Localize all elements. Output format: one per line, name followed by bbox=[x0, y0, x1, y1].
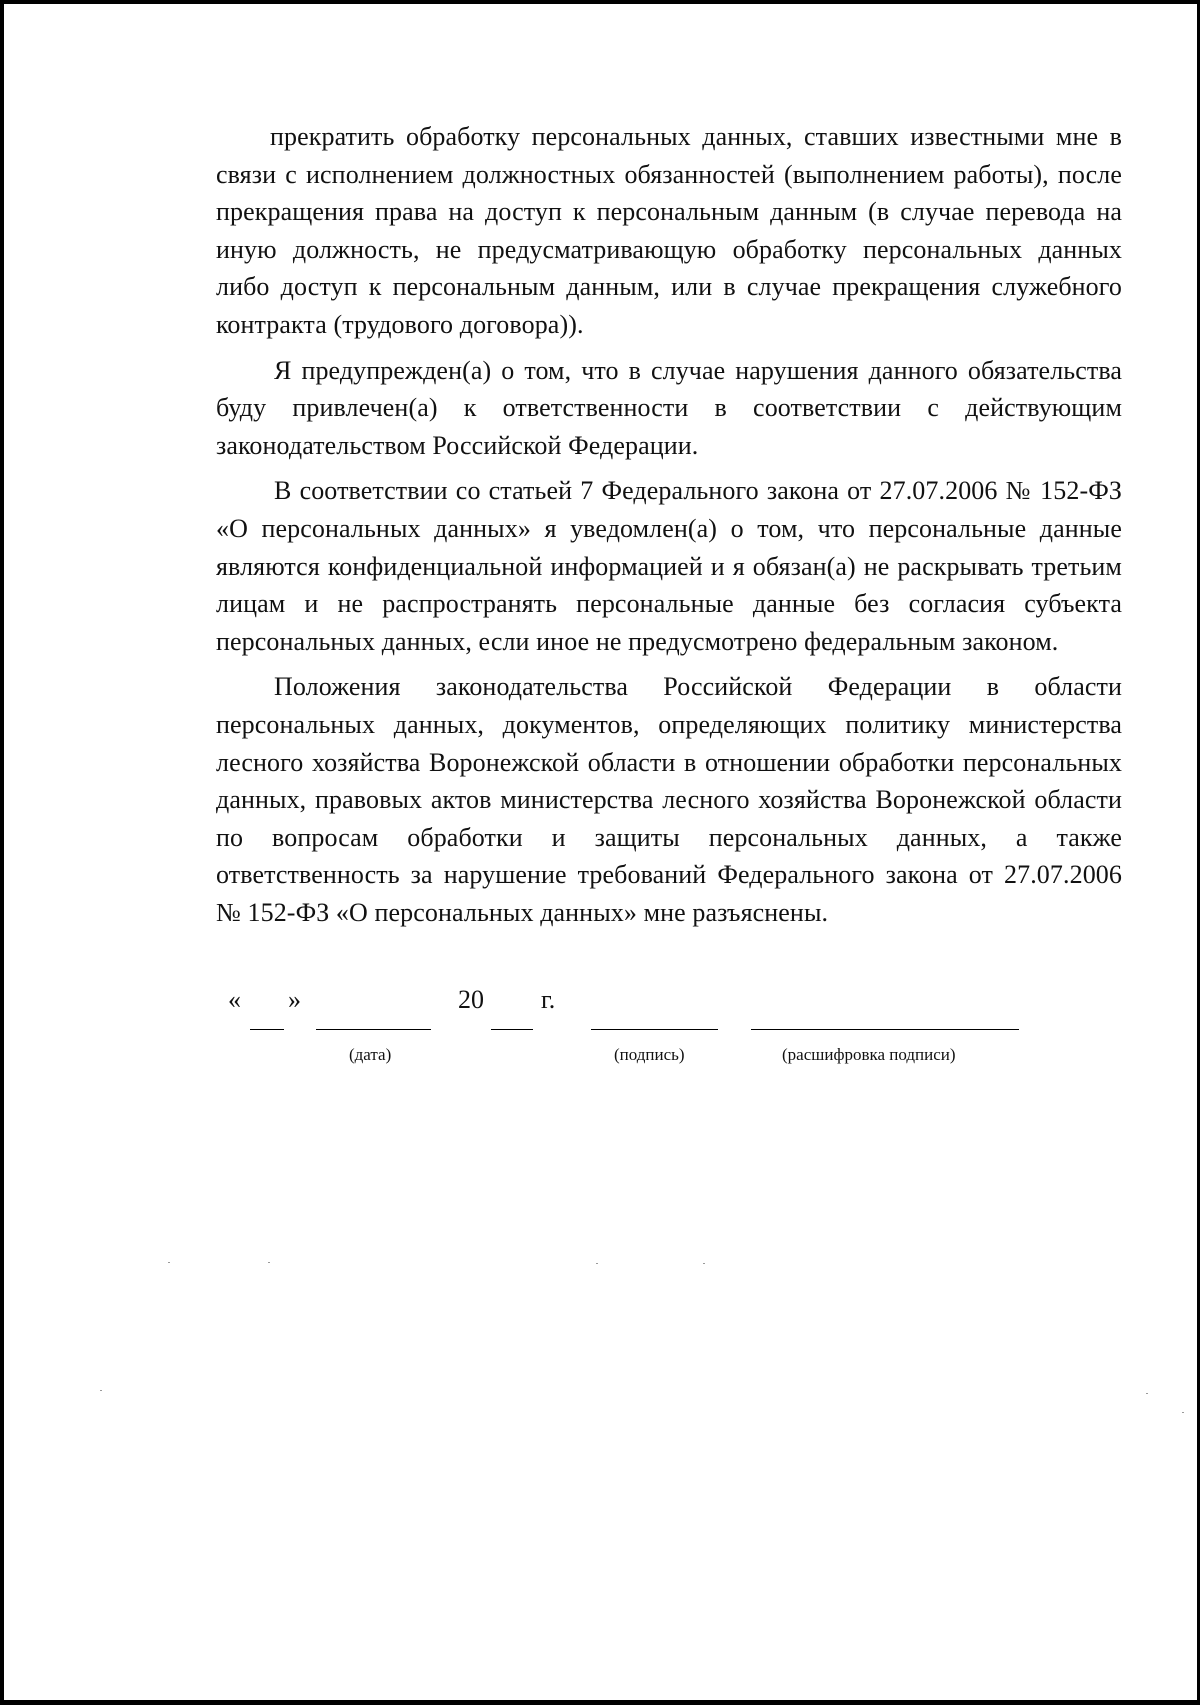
date-quote-close: » bbox=[288, 985, 301, 1014]
scan-speck bbox=[1146, 1393, 1148, 1394]
year-prefix: 20 bbox=[458, 985, 484, 1014]
year-suffix: г. bbox=[541, 985, 556, 1014]
paragraph-2: Я предупрежден(а) о том, что в случае нарушения данного обязательства буду привлечен(а) к ответственности в соответствии с действующим законодательством Российской Федерации. bbox=[216, 355, 1122, 460]
year-blank-line bbox=[491, 1029, 533, 1030]
caption-signature: (подпись) bbox=[614, 1045, 685, 1064]
signature-decoding-blank-line bbox=[751, 1029, 1019, 1030]
paragraph-4: Положения законодательства Российской Федерации в области персональных данных, документов, определяющих политику министерства лесного хозяйства Воронежской области в отношении обработки персональных данных, правовых актов министерства лесного хозяйства Воронежской области по вопросам обработки и защиты персональных данных, а также ответственность за нарушение требований Федерального закона от 27.07.2006 № 152-ФЗ «О персональных данных» мне разъяснены. bbox=[216, 672, 1122, 927]
scan-speck bbox=[703, 1263, 705, 1264]
scan-speck bbox=[596, 1263, 598, 1264]
scan-speck bbox=[168, 1262, 170, 1263]
signature-blank-line bbox=[591, 1029, 718, 1030]
caption-date: (дата) bbox=[349, 1045, 392, 1064]
month-blank-line bbox=[316, 1029, 431, 1030]
day-blank-line bbox=[250, 1029, 284, 1030]
document-body bbox=[216, 118, 1122, 939]
caption-signature-decoding: (расшифровка подписи) bbox=[782, 1045, 956, 1064]
paragraph-1: прекратить обработку персональных данных, ставших известными мне в связи с исполнением должностных обязанностей (выполнением работы), после прекращения права на доступ к персональным данным (в случае перевода на иную должность, не предусматривающую обработку персональных данных либо доступ к персональным данным, или в случае прекращения служебного контракта (трудового договора)). bbox=[216, 122, 1122, 339]
scan-speck bbox=[1182, 1412, 1184, 1413]
scan-speck bbox=[268, 1262, 270, 1263]
date-quote-open: « bbox=[228, 985, 241, 1014]
paragraph-3: В соответствии со статьей 7 Федерального закона от 27.07.2006 № 152-ФЗ «О персональных данных» я уведомлен(а) о том, что персональные данные являются конфиденциальной информацией и я обязан(а) не раскрывать третьим лицам и не распространять персональные данные без согласия субъекта персональных данных, если иное не предусмотрено федеральным законом. bbox=[216, 476, 1122, 656]
scan-speck bbox=[100, 1390, 102, 1391]
